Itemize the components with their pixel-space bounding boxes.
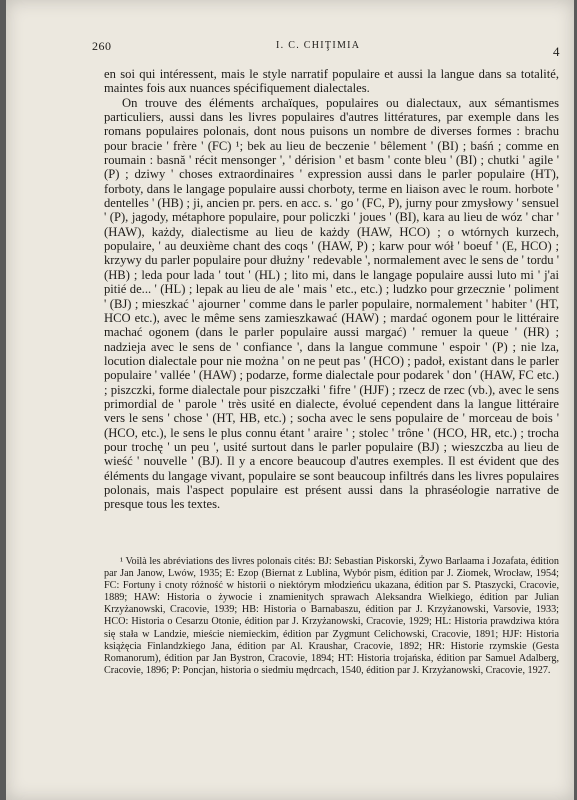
footnote [104,556,559,677]
footnote-text: ¹ Voilà les abréviations des livres polonais cités: BJ: Sebastian Piskorski, Żywo Barlaama i Jozafata, édition par Jan Janow, Lwów, 1935; E: Ezop (Biernat z Lublina, Wybór pism, édition par J. Ziomek, Wrocław, 1954; FC: Fortuny i cnoty różność w historii o niektórym młodzieńcu ukazana, édition par S. Ptaszycki, Cracovie, 1889; HAW: Historia o żywocie i znamienitych sprawach Aleksandra Wielkiego, édition par Julian Krzyżanowski, Cracovie, 1939; HB: Historia o Barnabaszu, édition par J. Krzyżanowski, Varsovie, 1933; HCO: Historia o Cesarzu Otonie, édition par J. Krzyżanowski, Cracovie, 1929; HL: Historia prawdziwa która się stała w Landzie, mieście niemieckim, édition par Zygmunt Celichowski, Cracovie, 1891; HJF: Historia książęcia Finlandzkiego Jana, édition par Al. Kraushar, Cracovie, 1892; HR: Historie rzymskie (Gesta Romanorum), édition par Jan Bystron, Cracovie, 1894; HT: Historia trojańska, édition par Samuel Adalberg, Cracovie, 1896; P: Poncjan, historia o siedmiu mędrcach, 1540, édition par J. Krzyżanowski, Cracovie, 1927. [104,556,559,676]
paragraph-main: On trouve des éléments archaïques, populaires ou dialectaux, aux sémantismes particuliers, aussi dans les livres populaires d'autres littératures, par exemple dans les romans populaires polonais, dont nous puisons un nombre de diverses formes : brachu pour bracie ' frère ' (FC) ¹; bek au lieu de beczenie ' bêlement ' (BI) ; baśń ; comme en roumain : basnă ' récit mensonger ', ' dérision ' et basm ' conte bleu ' (BI) ; chutki ' agile ' (P) ; dziwy ' choses extraordinaires ' expression aussi dans le parler populaire (HT), forboty, dans le langage populaire aussi chorboty, terme en liaison avec le roum. horbote ' dentelles ' (HB) ; ji, ancien pr. pers. en acc. s. ' go ' (FC, P), jurny pour zmysłowy ' sensuel ' (P), jagody, métaphore populaire, pour policzki ' joues ' (BI), kara au lieu de wóz ' char ' (HAW), każdy, dialectisme au lieu de każdy (HAW, HCO) ; o wtórnych kurzech, populaire, ' au deuxième chant des coqs ' (HAW, P) ; karw pour wół ' boeuf ' (E, HCO) ; krzywy du parler populaire pour dłużny ' redevable ', normalement avec le sens de ' tordu ' (HB) ; leda pour lada ' tout ' (HL) ; lito mi, dans le langage populaire aussi luto mi ' j'ai pitié de... ' (HL) ; lepak au lieu de ale ' mais ' etc., etc.) ; ludzko pour grzecznie ' poliment ' (BJ) ; mieszkać ' ajourner ' comme dans le parler populaire, normalement ' habiter ' (HT, HCO etc.), avec le même sens zamieszkawać (HAW) ; mardać ogonem pour le littéraire machać ogonem (dans le parler populaire aussi margać) ' remuer la queue ' (HR) ; nadzieja avec le sens de ' confiance ', dans la langue commune ' espoir ' (P) ; nie lza, locution dialectale pour nie można ' on ne peut pas ' (HCO) ; padoł, existant dans le parler populaire ' vallée ' (HAW) ; podarze, forme dialectale pour podarek ' don ' (HAW, FC etc.) ; piszczki, forme dialectale pour piszczałki ' fifre ' (HJF) ; rzecz de rzec (vb.), avec le sens primordial de ' parole ' très usité en dialecte, évolué cependent dans la langue littéraire vers le sens ' chose ' (HT, HB, etc.) ; socha avec le sens populaire de ' morceau de bois ' (HCO, etc.), le sens le plus connu étant ' araire ' ; stolec ' trône ' (HCO, HR, etc.) ; trocha pour trochę ' un peu ', usité surtout dans le parler populaire (BJ) ; wieszczba au lieu de wieść ' nouvelle ' (BJ). Il y a encore beaucoup d'autres exemples. Il est évident que des éléments du langage vivant, populaire se sont beaucoup infiltrés dans les livres populaires polonais, mais l'aspect populaire est présent aussi dans la phraséologie narrative de presque tous les textes. [104,95,559,512]
body-text [104,67,559,512]
margin-mark: 4 [553,44,560,59]
running-head: I. C. CHIŢIMIA [276,40,361,51]
page-header [92,36,562,60]
page-number: 260 [92,39,112,53]
paragraph-continued: en soi qui intéressent, mais le style narratif populaire et aussi la langue dans sa totalité, maintes fois aux nuances spécifiquement dialectales. [104,67,559,96]
document-page [6,0,574,800]
